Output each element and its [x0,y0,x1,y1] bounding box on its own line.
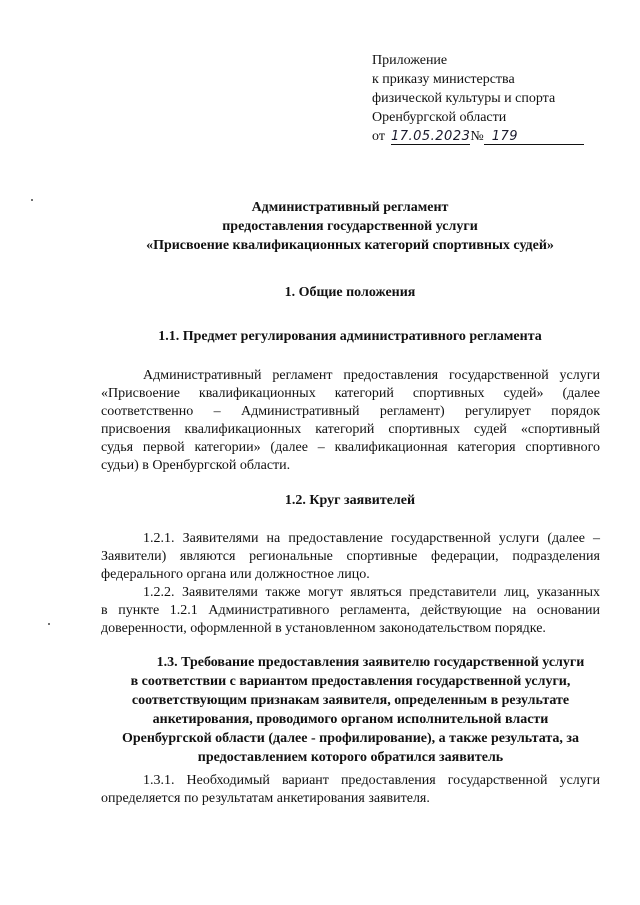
text-line: 1.3.1. Необходимый вариант предоставления государственной услуги [143,773,600,788]
appendix-line: физической культуры и спорта [372,91,556,106]
text-line: Административный регламент предоставления государственной услуги [143,368,600,383]
paragraph [101,367,600,475]
heading-line: 1.3. Требование предоставления заявителю государственной услуги [156,655,585,670]
text-line: 1.2.2. Заявителями также могут являться представители лиц, указанных [143,585,600,600]
heading-line: анкетирования, проводимого органом исполнительной власти [152,712,549,727]
appendix-line: Приложение [372,53,448,68]
appendix-line: Оренбургской области [372,110,507,125]
handwritten-number: 179 [484,130,584,145]
text-line: определяется по результатам анкетирования заявителя. [101,791,430,806]
text-line: судья первой категории» (далее – квалификационная категория спортивного [101,440,600,455]
text-line: «Присвоение квалификационных категорий спортивных судей» (далее [101,386,600,401]
section-heading: 1. Общие положения [284,285,416,300]
appendix-block [372,51,612,146]
text-line: федерального органа или должностное лицо. [101,567,370,582]
text-line: в пункте 1.2.1 Административного регламента, действующие на основании [101,603,600,618]
number-label: № [470,129,484,144]
document-title [95,198,605,255]
title-line: Административный регламент [251,200,449,215]
heading-line: соответствующим признакам заявителя, определенным в результате [131,693,570,708]
from-label: от [372,129,385,144]
heading-line: в соответствии с вариантом предоставления государственной услуги, [130,674,571,689]
paragraph [101,530,600,638]
section-heading: 1.1. Предмет регулирования административного регламента [158,329,542,344]
paragraph [101,772,600,808]
text-line: доверенности, оформленной в установленном законодательством порядке. [101,621,546,636]
section-heading [101,653,600,767]
heading-line: предоставлением которого обратился заявитель [197,750,504,765]
text-line: судьи) в Оренбургской области. [101,458,291,473]
text-line: соответственно – Административный регламент) регулирует порядок [101,404,600,419]
handwritten-date: 17.05.2023 [390,129,471,144]
order-date-number-line [372,127,612,146]
title-line: предоставления государственной услуги [222,219,478,234]
scan-speck [31,199,33,201]
appendix-line: к приказу министерства [372,72,515,87]
title-line: «Присвоение квалификационных категорий спортивных судей» [146,238,554,253]
text-line: присвоения квалификационных категорий спортивных судей «спортивный [101,422,600,437]
text-line: Заявители) являются региональные спортивные федерации, подразделения [101,549,600,564]
section-heading: 1.2. Круг заявителей [284,493,416,508]
heading-line: Оренбургской области (далее - профилирование), а также результата, за [121,731,580,746]
text-line: 1.2.1. Заявителями на предоставление государственной услуги (далее – [143,531,600,546]
scan-speck [48,623,50,625]
